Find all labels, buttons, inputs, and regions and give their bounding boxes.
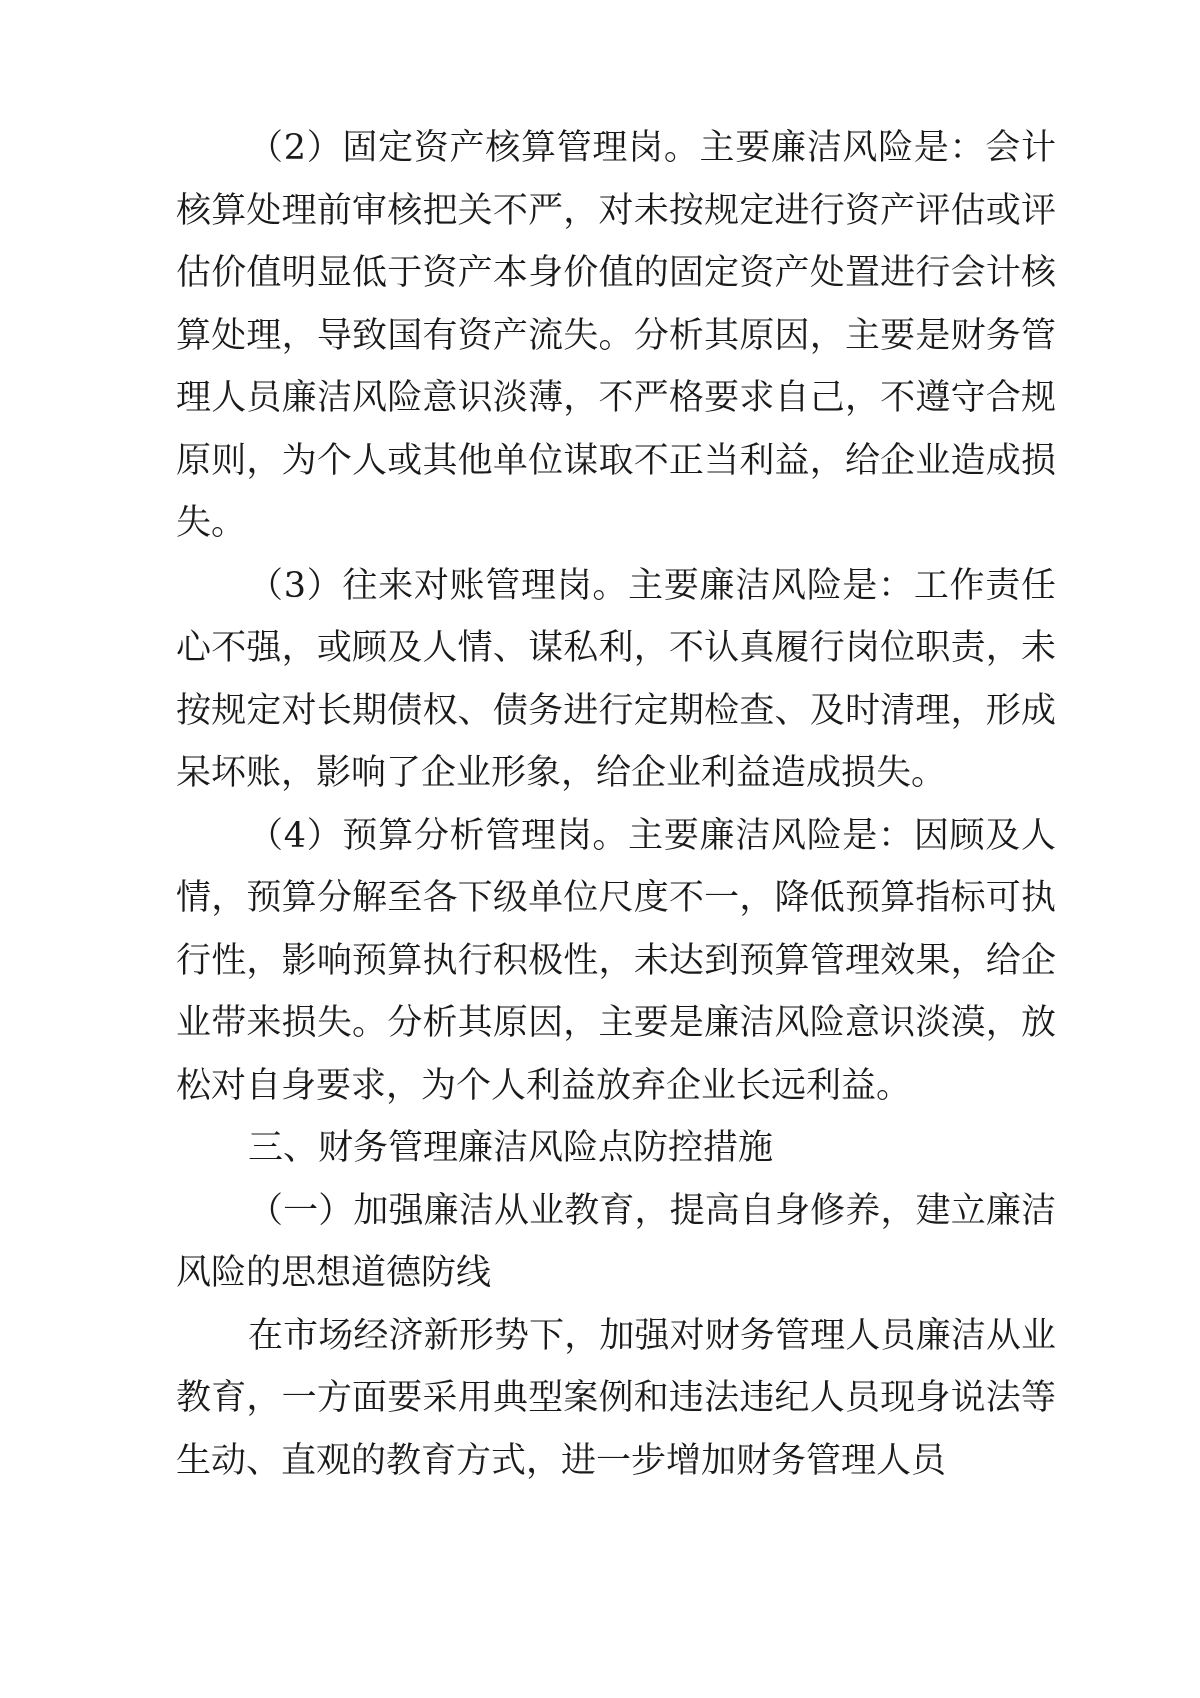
body-text <box>176 117 1056 1492</box>
paragraph-fixed-asset-post: （2）固定资产核算管理岗。主要廉洁风险是：会计核算处理前审核把关不严，对未按规定进行资产评估或评估价值明显低于资产本身价值的固定资产处置进行会计核算处理，导致国有资产流失。分析其原因，主要是财务管理人员廉洁风险意识淡薄，不严格要求自己，不遵守合规原则，为个人或其他单位谋取不正当利益，给企业造成损失。 <box>176 128 1056 543</box>
paragraph-reconciliation-post: （3）往来对账管理岗。主要廉洁风险是：工作责任心不强，或顾及人情、谋私利，不认真履行岗位职责，未按规定对长期债权、债务进行定期检查、及时清理，形成呆坏账，影响了企业形象，给企业利益造成损失。 <box>176 565 1056 793</box>
section-heading-prevention-measures: 三、财务管理廉洁风险点防控措施 <box>248 1128 774 1168</box>
paragraph-education-body: 在市场经济新形势下，加强对财务管理人员廉洁从业教育，一方面要采用典型案例和违法违纪人员现身说法等生动、直观的教育方式，进一步增加财务管理人员 <box>176 1315 1056 1481</box>
subsection-heading-education: （一）加强廉洁从业教育，提高自身修养，建立廉洁风险的思想道德防线 <box>176 1190 1056 1293</box>
paragraph-budget-post: （4）预算分析管理岗。主要廉洁风险是：因顾及人情，预算分解至各下级单位尺度不一，降低预算指标可执行性，影响预算执行积极性，未达到预算管理效果，给企业带来损失。分析其原因，主要是廉洁风险意识淡漠，放松对自身要求，为个人利益放弃企业长远利益。 <box>176 815 1056 1106</box>
